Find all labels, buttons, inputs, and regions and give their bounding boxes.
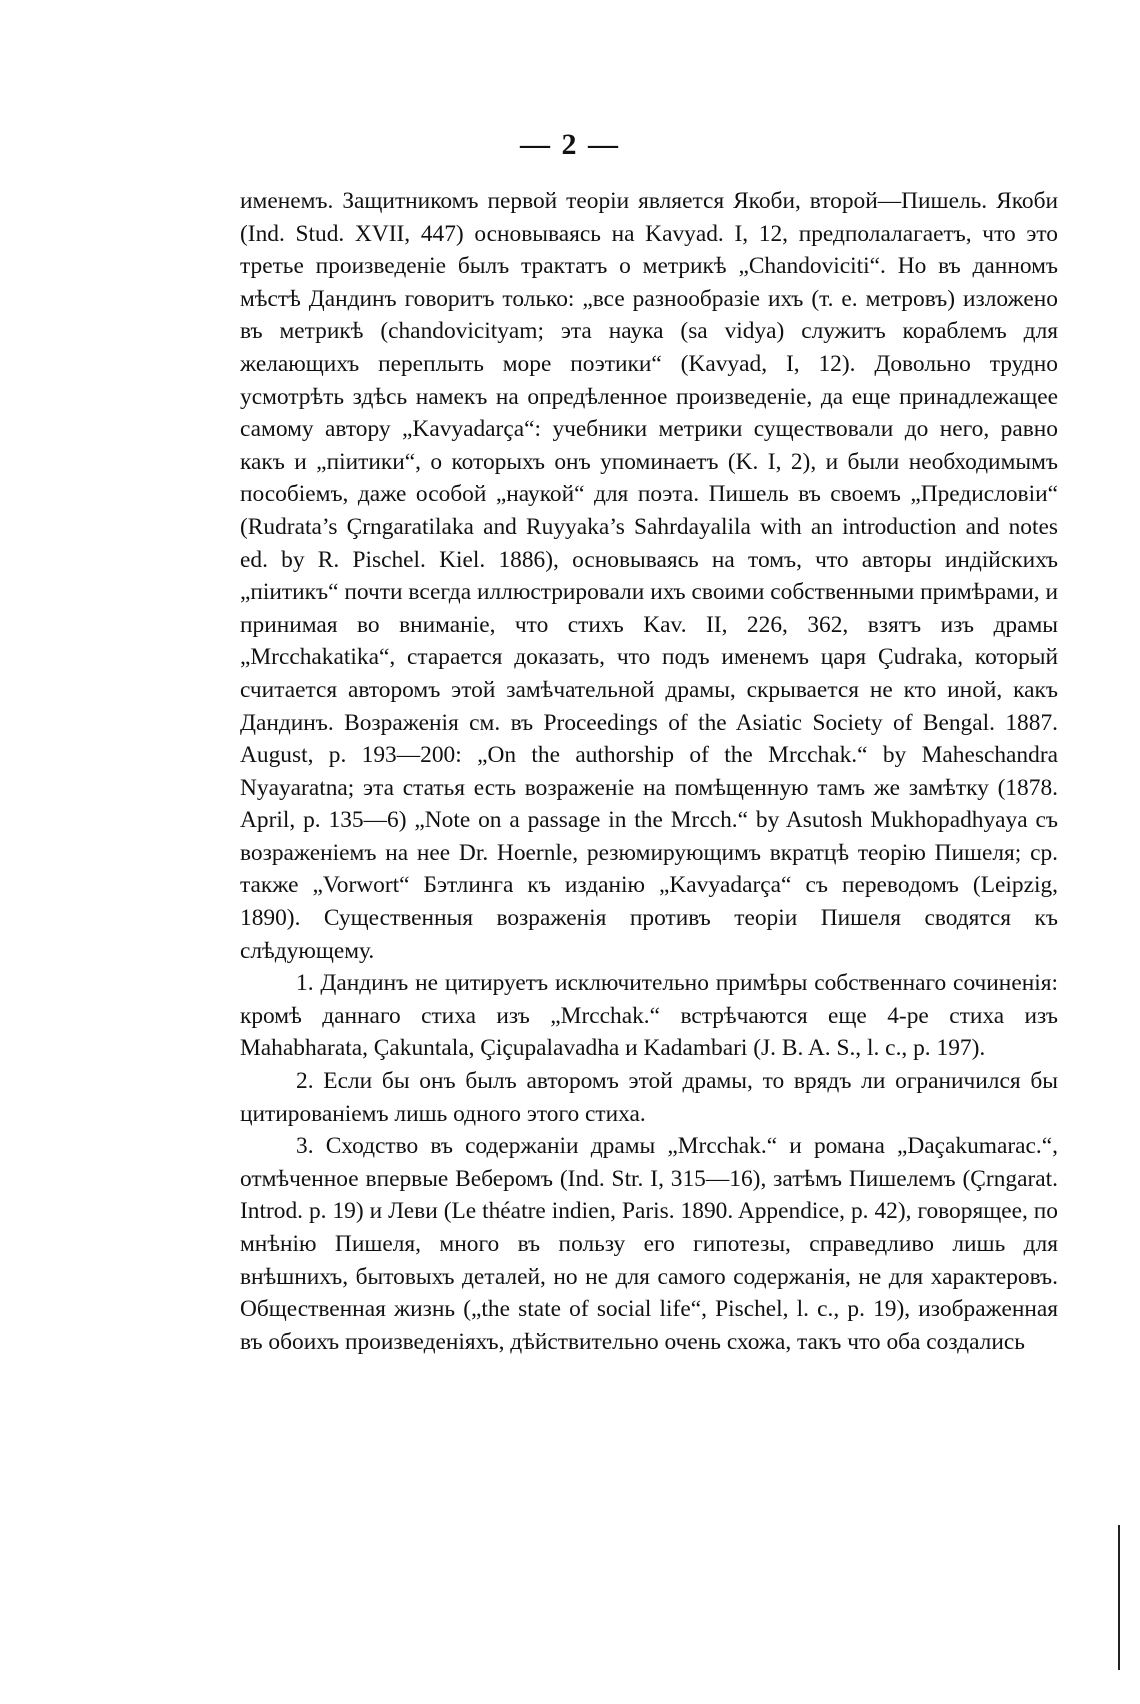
page-number: — 2 — (520, 128, 620, 161)
paragraph-objection-1: 1. Дандинъ не цитируетъ исключительно примѣры собственнаго сочиненія: кромѣ даннаго стиха изъ „Mrcchak.“ встрѣчаются еще 4-ре стиха изъ Mahabharata, Çakuntala, Çiçupalavadha и Kadambari (J. B. A. S., l. c., p. 197). (240, 970, 1058, 1062)
paragraph-objection-2: 2. Если бы онъ былъ авторомъ этой драмы, то врядъ ли ограничился бы цитированіемъ лишь одного этого стиха. (240, 1068, 1058, 1127)
body-text (240, 185, 1058, 1358)
margin-rule (1118, 1525, 1120, 1670)
paragraph-intro: именемъ. Защитникомъ первой теоріи является Якоби, второй—Пишель. Якоби (Ind. Stud. XVII, 447) основываясь на Kavyad. I, 12, предполалагаетъ, что это третье произведеніе былъ трактатъ о метрикѣ „Chandoviciti“. Но въ данномъ мѣстѣ Дандинъ говоритъ только: „все разнообразіе ихъ (т. е. метровъ) изложено въ метрикѣ (chandovicityam; эта наука (sa vidya) служитъ кораблемъ для желающихъ переплыть море поэтики“ (Kavyad, I, 12). Довольно трудно усмотрѣть здѣсь намекъ на опредѣленное произведеніе, да еще принадлежащее самому автору „Kavyadarça“: учебники метрики существовали до него, равно какъ и „піитики“, о которыхъ онъ упоминаетъ (K. I, 2), и были необходимымъ пособіемъ, даже особой „наукой“ для поэта. Пишель въ своемъ „Предисловіи“ (Rudrata’s Çrngaratilaka and Ruyyaka’s Sahrdayalila with an introduction and notes ed. by R. Pischel. Kiel. 1886), основываясь на томъ, что авторы индійскихъ „піитикъ“ почти всегда иллюстрировали ихъ своими собственными примѣрами, и принимая во вниманіе, что стихъ Kav. II, 226, 362, взятъ изъ драмы „Mrcchakatika“, старается доказать, что подъ именемъ царя Çudraka, который считается авторомъ этой замѣчательной драмы, скрывается не кто иной, какъ Дандинъ. Возраженія см. въ Proceedings of the Asiatic Society of Bengal. 1887. August, p. 193—200: „On the authorship of the Mrcchak.“ by Maheschandra Nyayaratna; эта статья есть возраженіе на помѣщенную тамъ же замѣтку (1878. April, p. 135—6) „Note on a passage in the Mrcch.“ by Asutosh Mukhopadhyaya съ возраженіемъ на нее Dr. Hoernle, резюмирующимъ вкратцѣ теорію Пишеля; ср. также „Vorwort“ Бэтлинга къ изданію „Kavyadarça“ съ переводомъ (Leipzig, 1890). Существенныя возраженія противъ теоріи Пишеля сводятся къ слѣдующему. (240, 188, 1058, 964)
paragraph-objection-3: 3. Сходство въ содержаніи драмы „Mrcchak.“ и романа „Daçakumarac.“, отмѣченное впервые Веберомъ (Ind. Str. I, 315—16), затѣмъ Пишелемъ (Çrngarat. Introd. p. 19) и Леви (Le théatre indien, Paris. 1890. Appendice, p. 42), говорящее, по мнѣнію Пишеля, много въ пользу его гипотезы, справедливо лишь для внѣшнихъ, бытовыхъ деталей, но не для самого содержанія, не для характеровъ. Общественная жизнь („the state of social life“, Pischel, l. c., p. 19), изображенная въ обоихъ произведеніяхъ, дѣйствительно очень схожа, такъ что оба создались (240, 1133, 1058, 1355)
